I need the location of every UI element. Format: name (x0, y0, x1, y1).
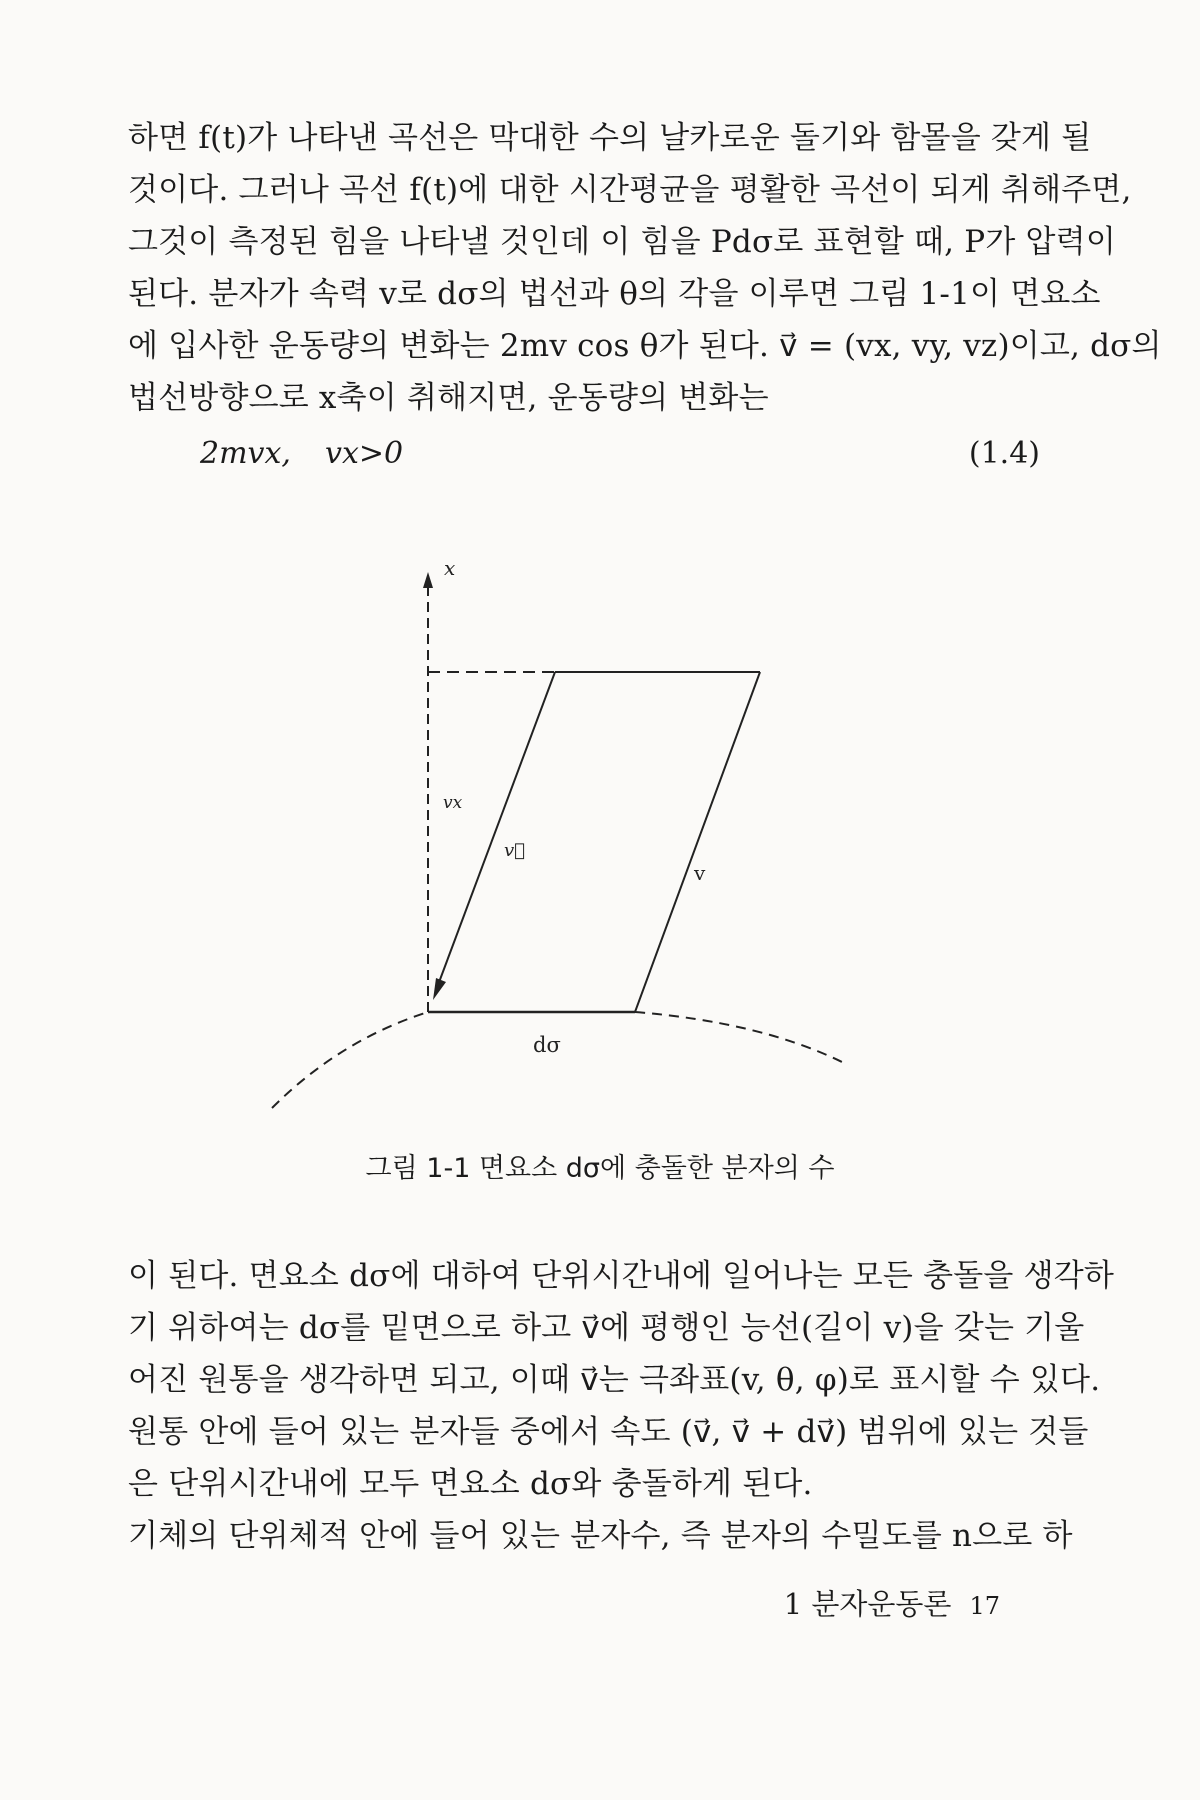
text-line: 원통 안에 들어 있는 분자들 중에서 속도 (v⃗, v⃗ + dv⃗) 범위에 있는 것들 (128, 1414, 1089, 1450)
text-line: 기체의 단위체적 안에 들어 있는 분자수, 즉 분자의 수밀도를 n으로 하 (128, 1518, 1073, 1554)
text-line: 된다. 분자가 속력 v로 dσ의 법선과 θ의 각을 이루면 그림 1-1이 면요소 (128, 276, 1101, 312)
text-line: 은 단위시간내에 모두 면요소 dσ와 충돌하게 된다. (128, 1466, 813, 1502)
d-sigma-label: dσ (533, 1033, 561, 1057)
text-line: 기 위하여는 dσ를 밑면으로 하고 v⃗에 평행인 능선(길이 v)을 갖는 기울 (128, 1310, 1085, 1346)
vx-label: vx (443, 793, 463, 813)
equation-lhs: 2mvx, (200, 436, 291, 471)
paragraph-bottom (128, 1250, 1115, 1562)
surface-curve-right (635, 1012, 842, 1062)
velocity-vector (438, 672, 555, 985)
figure-caption: 그림 1-1 면요소 dσ에 충돌한 분자의 수 (365, 1153, 835, 1184)
text-line: 이 된다. 면요소 dσ에 대하여 단위시간내에 일어나는 모든 충돌을 생각하 (128, 1258, 1115, 1294)
chapter-title: 1 분자운동론 (783, 1587, 952, 1621)
text-line: 것이다. 그러나 곡선 f(t)에 대한 시간평균을 평활한 곡선이 되게 취해주면, (128, 172, 1132, 208)
text-line: 어진 원통을 생각하면 되고, 이때 v⃗는 극좌표(v, θ, φ)로 표시할 수 있다. (128, 1362, 1101, 1398)
x-axis-label: x (444, 556, 456, 580)
parallelogram-side-v (635, 672, 760, 1012)
page-number: 17 (969, 1592, 1000, 1620)
velocity-arrowhead (433, 978, 446, 1000)
equation-number: (1.4) (968, 436, 1040, 471)
side-v-label: v (694, 861, 706, 885)
page-footer (784, 1582, 1000, 1623)
text-line: 법선방향으로 x축이 취해지면, 운동량의 변화는 (128, 380, 769, 416)
text-line: 에 입사한 운동량의 변화는 2mv cos θ가 된다. v⃗ = (vx, vy, vz)이고, dσ의 (128, 328, 1162, 364)
x-axis-arrowhead (423, 572, 433, 588)
equation-condition: vx>0 (325, 436, 404, 471)
vector-v-label: v⃗ (504, 840, 525, 861)
text-line: 그것이 측정된 힘을 나타낼 것인데 이 힘을 Pdσ로 표현할 때, P가 압력이 (128, 224, 1116, 260)
text-line: 하면 f(t)가 나타낸 곡선은 막대한 수의 날카로운 돌기와 함몰을 갖게 될 (128, 120, 1092, 156)
surface-curve-left (272, 1012, 428, 1108)
